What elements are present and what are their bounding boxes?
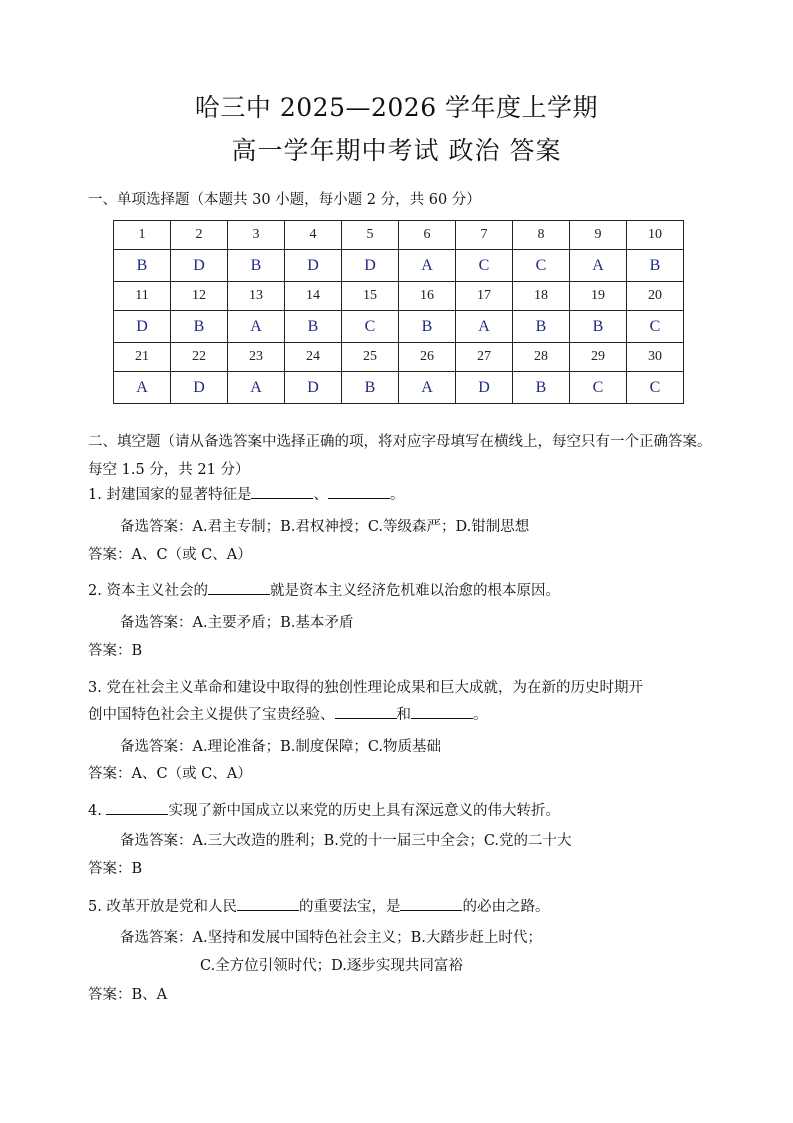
question-number-cell: 15 bbox=[342, 282, 399, 311]
q3-text-a: 创中国特色社会主义提供了宝贵经验、 bbox=[88, 707, 335, 723]
question-number-cell: 19 bbox=[570, 282, 627, 311]
answer-letter-cell: B bbox=[171, 311, 228, 343]
q5-options-2: C.全方位引领时代；D.逐步实现共同富裕 bbox=[200, 958, 463, 974]
answer-letter-cell: D bbox=[171, 250, 228, 282]
answer-letter-row bbox=[114, 250, 684, 282]
q3-options: 备选答案：A.理论准备；B.制度保障；C.物质基础 bbox=[120, 739, 442, 755]
question-number-row bbox=[114, 221, 684, 250]
q4-text-a: 4. bbox=[88, 803, 107, 819]
question-number-cell: 26 bbox=[399, 343, 456, 372]
question-1 bbox=[88, 482, 713, 509]
answer-letter-cell: A bbox=[570, 250, 627, 282]
answer-letter-cell: D bbox=[456, 372, 513, 404]
answer-letter-cell: A bbox=[228, 372, 285, 404]
answer-letter-cell: C bbox=[456, 250, 513, 282]
answer-letter-cell: A bbox=[114, 372, 171, 404]
question-number-cell: 5 bbox=[342, 221, 399, 250]
answer-letter-cell: B bbox=[513, 311, 570, 343]
q5-text-c: 的必由之路。 bbox=[462, 899, 550, 915]
question-number-cell: 24 bbox=[285, 343, 342, 372]
q1-text-b: 、 bbox=[313, 487, 328, 503]
question-number-cell: 8 bbox=[513, 221, 570, 250]
answer-letter-cell: D bbox=[285, 250, 342, 282]
question-number-cell: 22 bbox=[171, 343, 228, 372]
question-number-cell: 6 bbox=[399, 221, 456, 250]
q4-blank-1 bbox=[106, 800, 168, 815]
question-number-cell: 2 bbox=[171, 221, 228, 250]
answer-letter-row bbox=[114, 311, 684, 343]
q3-answer: 答案：A、C（或 C、A） bbox=[88, 766, 252, 782]
question-number-cell: 18 bbox=[513, 282, 570, 311]
q5-blank-2 bbox=[400, 896, 462, 911]
q3-text-c: 。 bbox=[473, 707, 488, 723]
question-number-cell: 21 bbox=[114, 343, 171, 372]
q3-blank-2 bbox=[411, 704, 473, 719]
question-4 bbox=[88, 798, 713, 825]
answer-letter-cell: B bbox=[627, 250, 684, 282]
question-number-cell: 28 bbox=[513, 343, 570, 372]
q5-blank-1 bbox=[237, 896, 299, 911]
q5-text-b: 的重要法宝，是 bbox=[298, 899, 401, 915]
answer-letter-cell: C bbox=[627, 311, 684, 343]
question-number-cell: 30 bbox=[627, 343, 684, 372]
answer-letter-cell: B bbox=[285, 311, 342, 343]
question-3 bbox=[88, 675, 713, 729]
answer-letter-cell: D bbox=[114, 311, 171, 343]
q5-options-1: 备选答案：A.坚持和发展中国特色社会主义；B.大踏步赶上时代； bbox=[120, 930, 542, 946]
answer-letter-cell: C bbox=[513, 250, 570, 282]
answer-letter-cell: A bbox=[228, 311, 285, 343]
answer-letter-cell: B bbox=[570, 311, 627, 343]
question-number-cell: 11 bbox=[114, 282, 171, 311]
q1-answer: 答案：A、C（或 C、A） bbox=[88, 547, 252, 563]
q1-text-a: 1. 封建国家的显著特征是 bbox=[88, 487, 252, 503]
q5-text-a: 5. 改革开放是党和人民 bbox=[88, 899, 237, 915]
question-number-cell: 14 bbox=[285, 282, 342, 311]
question-number-cell: 17 bbox=[456, 282, 513, 311]
answer-letter-cell: C bbox=[342, 311, 399, 343]
question-5 bbox=[88, 894, 713, 921]
answer-letter-cell: D bbox=[285, 372, 342, 404]
answer-letter-cell: B bbox=[228, 250, 285, 282]
q2-text-b: 就是资本主义经济危机难以治愈的根本原因。 bbox=[269, 583, 560, 599]
question-number-cell: 27 bbox=[456, 343, 513, 372]
q4-text-b: 实现了新中国成立以来党的历史上具有深远意义的伟大转折。 bbox=[168, 803, 560, 819]
question-number-cell: 7 bbox=[456, 221, 513, 250]
section2-heading: 二、填空题（请从备选答案中选择正确的项，将对应字母填写在横线上，每空只有一个正确答案。每空 1.5 分，共 21 分） bbox=[88, 434, 712, 478]
question-number-cell: 20 bbox=[627, 282, 684, 311]
title-line-2: 高一学年期中考试 政治 答案 bbox=[231, 136, 562, 165]
q3-line-1: 3. 党在社会主义革命和建设中取得的独创性理论成果和巨大成就，为在新的历史时期开 bbox=[88, 680, 643, 696]
question-number-cell: 12 bbox=[171, 282, 228, 311]
q3-text-b: 和 bbox=[396, 707, 411, 723]
section1-heading: 一、单项选择题（本题共 30 小题，每小题 2 分，共 60 分） bbox=[88, 192, 481, 208]
q1-blank-2 bbox=[328, 484, 390, 499]
question-number-cell: 4 bbox=[285, 221, 342, 250]
q3-blank-1 bbox=[335, 704, 397, 719]
q2-options: 备选答案：A.主要矛盾；B.基本矛盾 bbox=[120, 615, 354, 631]
question-2 bbox=[88, 578, 713, 605]
answer-letter-cell: B bbox=[513, 372, 570, 404]
question-number-row bbox=[114, 282, 684, 311]
question-number-cell: 13 bbox=[228, 282, 285, 311]
question-number-cell: 16 bbox=[399, 282, 456, 311]
answer-letter-cell: A bbox=[399, 372, 456, 404]
answer-table bbox=[113, 220, 684, 404]
q1-text-c: 。 bbox=[389, 487, 405, 503]
answer-letter-row bbox=[114, 372, 684, 404]
answer-letter-cell: A bbox=[456, 311, 513, 343]
question-number-cell: 25 bbox=[342, 343, 399, 372]
question-number-cell: 3 bbox=[228, 221, 285, 250]
q1-blank-1 bbox=[251, 484, 313, 499]
answer-letter-cell: B bbox=[342, 372, 399, 404]
answer-letter-cell: A bbox=[399, 250, 456, 282]
q2-answer: 答案：B bbox=[88, 643, 143, 659]
q2-text-a: 2. 资本主义社会的 bbox=[88, 583, 208, 599]
q3-line-2 bbox=[88, 702, 713, 729]
question-number-cell: 1 bbox=[114, 221, 171, 250]
answer-letter-cell: B bbox=[114, 250, 171, 282]
q1-options: 备选答案：A.君主专制；B.君权神授；C.等级森严；D.钳制思想 bbox=[120, 519, 530, 535]
answer-letter-cell: C bbox=[627, 372, 684, 404]
answer-letter-cell: D bbox=[342, 250, 399, 282]
answer-letter-cell: C bbox=[570, 372, 627, 404]
q5-answer: 答案：B、A bbox=[88, 987, 168, 1003]
answer-letter-cell: B bbox=[399, 311, 456, 343]
q4-answer: 答案：B bbox=[88, 861, 143, 877]
question-number-cell: 10 bbox=[627, 221, 684, 250]
q2-blank-1 bbox=[208, 580, 270, 595]
question-number-cell: 23 bbox=[228, 343, 285, 372]
answer-letter-cell: D bbox=[171, 372, 228, 404]
question-number-row bbox=[114, 343, 684, 372]
question-number-cell: 9 bbox=[570, 221, 627, 250]
question-number-cell: 29 bbox=[570, 343, 627, 372]
title-line-1: 哈三中 2025—2026 学年度上学期 bbox=[194, 93, 599, 122]
q4-options: 备选答案：A.三大改造的胜利；B.党的十一届三中全会；C.党的二十大 bbox=[120, 833, 572, 849]
